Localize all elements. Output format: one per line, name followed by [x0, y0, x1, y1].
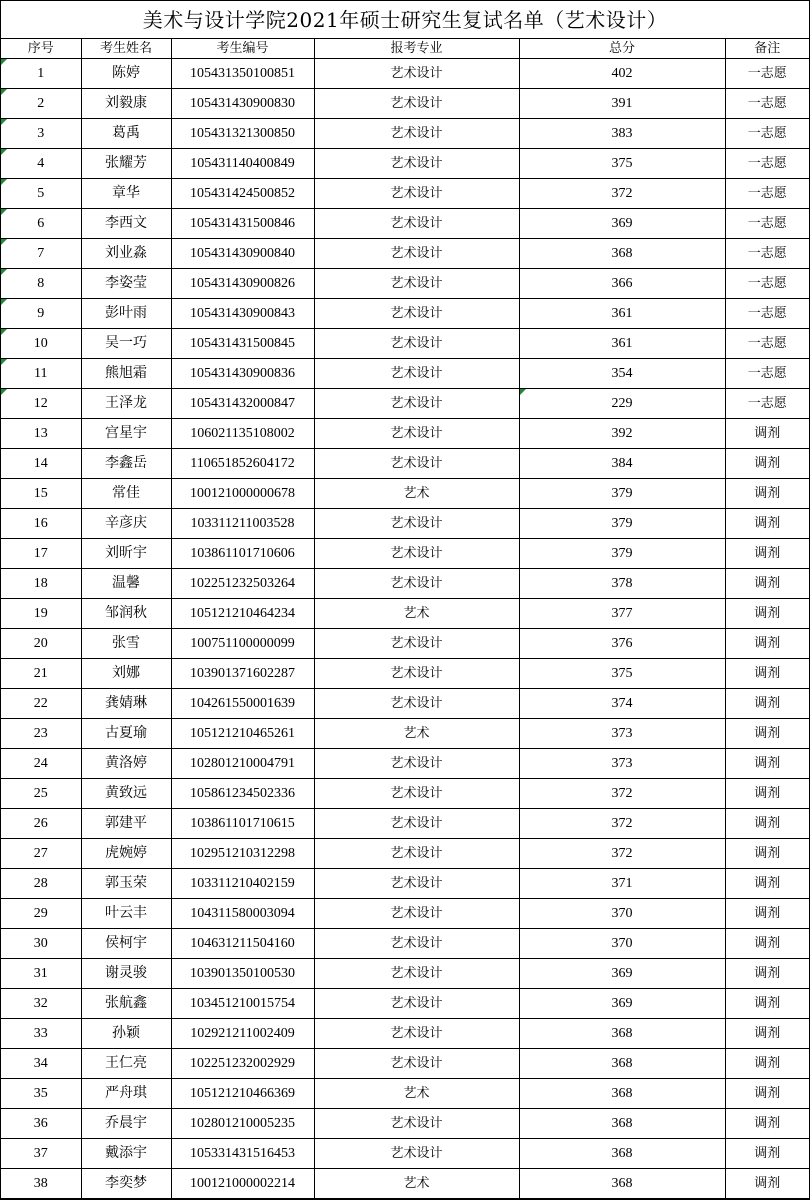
cell-index: 3 [1, 119, 81, 149]
cell-number: 102801210005235 [171, 1109, 314, 1139]
cell-major: 艺术设计 [314, 569, 519, 599]
cell-name: 乔晨宇 [81, 1109, 171, 1139]
cell-number: 104631211504160 [171, 929, 314, 959]
cell-number: 103901371602287 [171, 659, 314, 689]
cell-major: 艺术设计 [314, 329, 519, 359]
table-row [1, 989, 809, 1019]
cell-name: 吴一巧 [81, 329, 171, 359]
cell-major: 艺术设计 [314, 959, 519, 989]
cell-number: 106021135108002 [171, 419, 314, 449]
cell-index: 15 [1, 479, 81, 509]
cell-score: 368 [519, 1019, 725, 1049]
table-row [1, 479, 809, 509]
cell-number: 105431321300850 [171, 119, 314, 149]
cell-number: 103861101710615 [171, 809, 314, 839]
cell-index: 33 [1, 1019, 81, 1049]
cell-score: 368 [519, 239, 725, 269]
cell-score: 372 [519, 809, 725, 839]
table-row [1, 389, 809, 419]
cell-index: 6 [1, 209, 81, 239]
cell-remark: 一志愿 [725, 59, 809, 89]
cell-index: 21 [1, 659, 81, 689]
cell-name: 辛彦庆 [81, 509, 171, 539]
table-row [1, 419, 809, 449]
cell-index: 13 [1, 419, 81, 449]
cell-number: 105121210466369 [171, 1079, 314, 1109]
cell-name: 叶云丰 [81, 899, 171, 929]
cell-number: 105431424500852 [171, 179, 314, 209]
cell-number: 105431350100851 [171, 59, 314, 89]
cell-major: 艺术设计 [314, 389, 519, 419]
cell-remark: 一志愿 [725, 119, 809, 149]
cell-index: 32 [1, 989, 81, 1019]
cell-name: 侯柯宇 [81, 929, 171, 959]
table-row [1, 59, 809, 89]
cell-score: 368 [519, 1079, 725, 1109]
cell-major: 艺术设计 [314, 539, 519, 569]
cell-index: 36 [1, 1109, 81, 1139]
header-name: 考生姓名 [81, 39, 171, 59]
cell-number: 105121210465261 [171, 719, 314, 749]
cell-index: 16 [1, 509, 81, 539]
cell-number: 102251232002929 [171, 1049, 314, 1079]
cell-index: 30 [1, 929, 81, 959]
cell-remark: 调剂 [725, 869, 809, 899]
cell-score: 369 [519, 989, 725, 1019]
cell-major: 艺术设计 [314, 179, 519, 209]
cell-remark: 一志愿 [725, 89, 809, 119]
cell-remark: 调剂 [725, 779, 809, 809]
table-row [1, 539, 809, 569]
cell-number: 102951210312298 [171, 839, 314, 869]
cell-index: 8 [1, 269, 81, 299]
candidate-table [1, 39, 809, 1199]
cell-remark: 调剂 [725, 929, 809, 959]
cell-number: 105331431516453 [171, 1139, 314, 1169]
cell-remark: 调剂 [725, 569, 809, 599]
cell-score: 379 [519, 509, 725, 539]
cell-major: 艺术设计 [314, 359, 519, 389]
cell-name: 宫星宇 [81, 419, 171, 449]
cell-name: 刘毅康 [81, 89, 171, 119]
table-row [1, 719, 809, 749]
cell-name: 章华 [81, 179, 171, 209]
cell-name: 李姿莹 [81, 269, 171, 299]
cell-major: 艺术设计 [314, 929, 519, 959]
cell-remark: 一志愿 [725, 209, 809, 239]
cell-score: 373 [519, 749, 725, 779]
cell-score: 366 [519, 269, 725, 299]
cell-index: 29 [1, 899, 81, 929]
cell-remark: 一志愿 [725, 389, 809, 419]
cell-index: 27 [1, 839, 81, 869]
cell-remark: 一志愿 [725, 239, 809, 269]
cell-remark: 调剂 [725, 419, 809, 449]
cell-number: 105431430900836 [171, 359, 314, 389]
cell-major: 艺术设计 [314, 449, 519, 479]
cell-index: 20 [1, 629, 81, 659]
table-row [1, 449, 809, 479]
cell-remark: 一志愿 [725, 329, 809, 359]
cell-name: 黄致远 [81, 779, 171, 809]
cell-number: 100121000002214 [171, 1169, 314, 1199]
cell-index: 24 [1, 749, 81, 779]
cell-remark: 调剂 [725, 839, 809, 869]
header-major: 报考专业 [314, 39, 519, 59]
cell-index: 7 [1, 239, 81, 269]
cell-score: 372 [519, 779, 725, 809]
cell-index: 11 [1, 359, 81, 389]
table-row [1, 269, 809, 299]
cell-remark: 调剂 [725, 479, 809, 509]
cell-major: 艺术设计 [314, 509, 519, 539]
cell-remark: 调剂 [725, 659, 809, 689]
cell-number: 105431431500845 [171, 329, 314, 359]
table-row [1, 239, 809, 269]
cell-index: 19 [1, 599, 81, 629]
header-remark: 备注 [725, 39, 809, 59]
cell-index: 9 [1, 299, 81, 329]
cell-major: 艺术设计 [314, 209, 519, 239]
cell-number: 102921211002409 [171, 1019, 314, 1049]
cell-index: 18 [1, 569, 81, 599]
cell-major: 艺术设计 [314, 269, 519, 299]
cell-index: 2 [1, 89, 81, 119]
table-row [1, 899, 809, 929]
cell-name: 刘昕宇 [81, 539, 171, 569]
table-row [1, 1019, 809, 1049]
table-row [1, 1109, 809, 1139]
cell-number: 100121000000678 [171, 479, 314, 509]
cell-index: 5 [1, 179, 81, 209]
cell-remark: 调剂 [725, 899, 809, 929]
table-row [1, 329, 809, 359]
cell-score: 361 [519, 329, 725, 359]
cell-name: 王仁亮 [81, 1049, 171, 1079]
cell-score: 372 [519, 179, 725, 209]
cell-number: 102251232503264 [171, 569, 314, 599]
cell-major: 艺术设计 [314, 299, 519, 329]
cell-major: 艺术 [314, 1079, 519, 1109]
cell-major: 艺术设计 [314, 779, 519, 809]
cell-score: 379 [519, 479, 725, 509]
cell-number: 103311210402159 [171, 869, 314, 899]
cell-index: 37 [1, 1139, 81, 1169]
header-row [1, 39, 809, 59]
cell-score: 373 [519, 719, 725, 749]
cell-number: 105431140400849 [171, 149, 314, 179]
cell-score: 361 [519, 299, 725, 329]
table-row [1, 779, 809, 809]
cell-major: 艺术设计 [314, 809, 519, 839]
cell-number: 103901350100530 [171, 959, 314, 989]
table-row [1, 599, 809, 629]
cell-name: 严舟琪 [81, 1079, 171, 1109]
header-number: 考生编号 [171, 39, 314, 59]
header-index: 序号 [1, 39, 81, 59]
cell-score: 368 [519, 1109, 725, 1139]
cell-name: 李鑫岳 [81, 449, 171, 479]
cell-major: 艺术设计 [314, 419, 519, 449]
table-row [1, 1169, 809, 1199]
table-row [1, 629, 809, 659]
cell-name: 古夏瑜 [81, 719, 171, 749]
cell-major: 艺术设计 [314, 1019, 519, 1049]
cell-remark: 一志愿 [725, 299, 809, 329]
cell-remark: 一志愿 [725, 149, 809, 179]
cell-score: 378 [519, 569, 725, 599]
table-row [1, 179, 809, 209]
cell-remark: 调剂 [725, 539, 809, 569]
cell-remark: 一志愿 [725, 269, 809, 299]
table-row [1, 749, 809, 779]
cell-major: 艺术 [314, 599, 519, 629]
table-row [1, 839, 809, 869]
cell-index: 14 [1, 449, 81, 479]
cell-major: 艺术 [314, 479, 519, 509]
header-score: 总分 [519, 39, 725, 59]
cell-major: 艺术设计 [314, 869, 519, 899]
cell-name: 郭玉荣 [81, 869, 171, 899]
cell-index: 1 [1, 59, 81, 89]
cell-number: 102801210004791 [171, 749, 314, 779]
cell-name: 王泽龙 [81, 389, 171, 419]
cell-major: 艺术设计 [314, 839, 519, 869]
cell-name: 熊旭霜 [81, 359, 171, 389]
cell-number: 105431430900840 [171, 239, 314, 269]
cell-name: 刘娜 [81, 659, 171, 689]
table-row [1, 1079, 809, 1109]
cell-score: 369 [519, 209, 725, 239]
cell-score: 368 [519, 1049, 725, 1079]
cell-number: 100751100000099 [171, 629, 314, 659]
table-row [1, 1049, 809, 1079]
cell-score: 229 [519, 389, 725, 419]
cell-remark: 一志愿 [725, 179, 809, 209]
cell-score: 402 [519, 59, 725, 89]
cell-remark: 调剂 [725, 1079, 809, 1109]
cell-score: 374 [519, 689, 725, 719]
cell-major: 艺术设计 [314, 1109, 519, 1139]
cell-remark: 调剂 [725, 509, 809, 539]
cell-index: 31 [1, 959, 81, 989]
cell-index: 17 [1, 539, 81, 569]
table-row [1, 869, 809, 899]
cell-remark: 调剂 [725, 959, 809, 989]
cell-number: 103861101710606 [171, 539, 314, 569]
cell-name: 彭叶雨 [81, 299, 171, 329]
cell-major: 艺术设计 [314, 629, 519, 659]
cell-name: 李奕梦 [81, 1169, 171, 1199]
table-row [1, 809, 809, 839]
cell-score: 371 [519, 869, 725, 899]
cell-score: 372 [519, 839, 725, 869]
table-row [1, 359, 809, 389]
cell-name: 戴添宇 [81, 1139, 171, 1169]
cell-index: 35 [1, 1079, 81, 1109]
cell-name: 孙颖 [81, 1019, 171, 1049]
cell-index: 10 [1, 329, 81, 359]
cell-name: 常佳 [81, 479, 171, 509]
cell-index: 23 [1, 719, 81, 749]
cell-major: 艺术设计 [314, 989, 519, 1019]
cell-remark: 调剂 [725, 689, 809, 719]
cell-major: 艺术设计 [314, 689, 519, 719]
cell-score: 370 [519, 929, 725, 959]
cell-major: 艺术设计 [314, 89, 519, 119]
table-row [1, 299, 809, 329]
cell-name: 葛禹 [81, 119, 171, 149]
cell-remark: 调剂 [725, 1169, 809, 1199]
cell-remark: 调剂 [725, 629, 809, 659]
cell-remark: 调剂 [725, 1019, 809, 1049]
cell-remark: 调剂 [725, 809, 809, 839]
cell-score: 375 [519, 659, 725, 689]
cell-number: 105431431500846 [171, 209, 314, 239]
cell-major: 艺术设计 [314, 899, 519, 929]
cell-major: 艺术设计 [314, 1049, 519, 1079]
table-row [1, 119, 809, 149]
cell-remark: 调剂 [725, 1109, 809, 1139]
cell-index: 38 [1, 1169, 81, 1199]
cell-remark: 调剂 [725, 1049, 809, 1079]
cell-score: 384 [519, 449, 725, 479]
cell-score: 383 [519, 119, 725, 149]
cell-name: 李西文 [81, 209, 171, 239]
cell-index: 28 [1, 869, 81, 899]
cell-major: 艺术设计 [314, 659, 519, 689]
cell-score: 370 [519, 899, 725, 929]
cell-name: 张航鑫 [81, 989, 171, 1019]
table-row [1, 569, 809, 599]
cell-name: 陈婷 [81, 59, 171, 89]
cell-score: 377 [519, 599, 725, 629]
cell-number: 110651852604172 [171, 449, 314, 479]
table-row [1, 509, 809, 539]
cell-number: 105861234502336 [171, 779, 314, 809]
cell-index: 4 [1, 149, 81, 179]
table-row [1, 659, 809, 689]
cell-score: 368 [519, 1169, 725, 1199]
cell-score: 379 [519, 539, 725, 569]
cell-remark: 调剂 [725, 449, 809, 479]
sheet-title: 美术与设计学院2021年硕士研究生复试名单（艺术设计） [1, 1, 809, 39]
cell-score: 354 [519, 359, 725, 389]
cell-index: 25 [1, 779, 81, 809]
cell-name: 张耀芳 [81, 149, 171, 179]
table-row [1, 959, 809, 989]
cell-remark: 调剂 [725, 719, 809, 749]
cell-remark: 一志愿 [725, 359, 809, 389]
cell-number: 105431432000847 [171, 389, 314, 419]
cell-name: 刘业淼 [81, 239, 171, 269]
cell-number: 104311580003094 [171, 899, 314, 929]
table-row [1, 929, 809, 959]
cell-name: 张雪 [81, 629, 171, 659]
cell-name: 龚婧琳 [81, 689, 171, 719]
table-row [1, 1139, 809, 1169]
cell-major: 艺术设计 [314, 149, 519, 179]
cell-major: 艺术设计 [314, 119, 519, 149]
cell-number: 105431430900843 [171, 299, 314, 329]
cell-score: 391 [519, 89, 725, 119]
cell-name: 邹润秋 [81, 599, 171, 629]
cell-major: 艺术设计 [314, 59, 519, 89]
cell-index: 12 [1, 389, 81, 419]
cell-name: 温馨 [81, 569, 171, 599]
cell-major: 艺术设计 [314, 239, 519, 269]
cell-name: 谢灵骏 [81, 959, 171, 989]
cell-name: 虎婉婷 [81, 839, 171, 869]
table-row [1, 89, 809, 119]
cell-index: 34 [1, 1049, 81, 1079]
cell-major: 艺术 [314, 1169, 519, 1199]
table-row [1, 209, 809, 239]
cell-name: 郭建平 [81, 809, 171, 839]
cell-major: 艺术设计 [314, 749, 519, 779]
cell-index: 26 [1, 809, 81, 839]
cell-number: 103451210015754 [171, 989, 314, 1019]
table-row [1, 149, 809, 179]
cell-remark: 调剂 [725, 749, 809, 779]
cell-number: 105431430900830 [171, 89, 314, 119]
cell-remark: 调剂 [725, 599, 809, 629]
cell-index: 22 [1, 689, 81, 719]
cell-name: 黄洛婷 [81, 749, 171, 779]
cell-score: 369 [519, 959, 725, 989]
table-row [1, 689, 809, 719]
cell-score: 392 [519, 419, 725, 449]
cell-number: 103311211003528 [171, 509, 314, 539]
cell-number: 105431430900826 [171, 269, 314, 299]
cell-major: 艺术 [314, 719, 519, 749]
cell-major: 艺术设计 [314, 1139, 519, 1169]
cell-score: 376 [519, 629, 725, 659]
cell-remark: 调剂 [725, 1139, 809, 1169]
cell-remark: 调剂 [725, 989, 809, 1019]
cell-score: 375 [519, 149, 725, 179]
cell-number: 105121210464234 [171, 599, 314, 629]
cell-number: 104261550001639 [171, 689, 314, 719]
cell-score: 368 [519, 1139, 725, 1169]
